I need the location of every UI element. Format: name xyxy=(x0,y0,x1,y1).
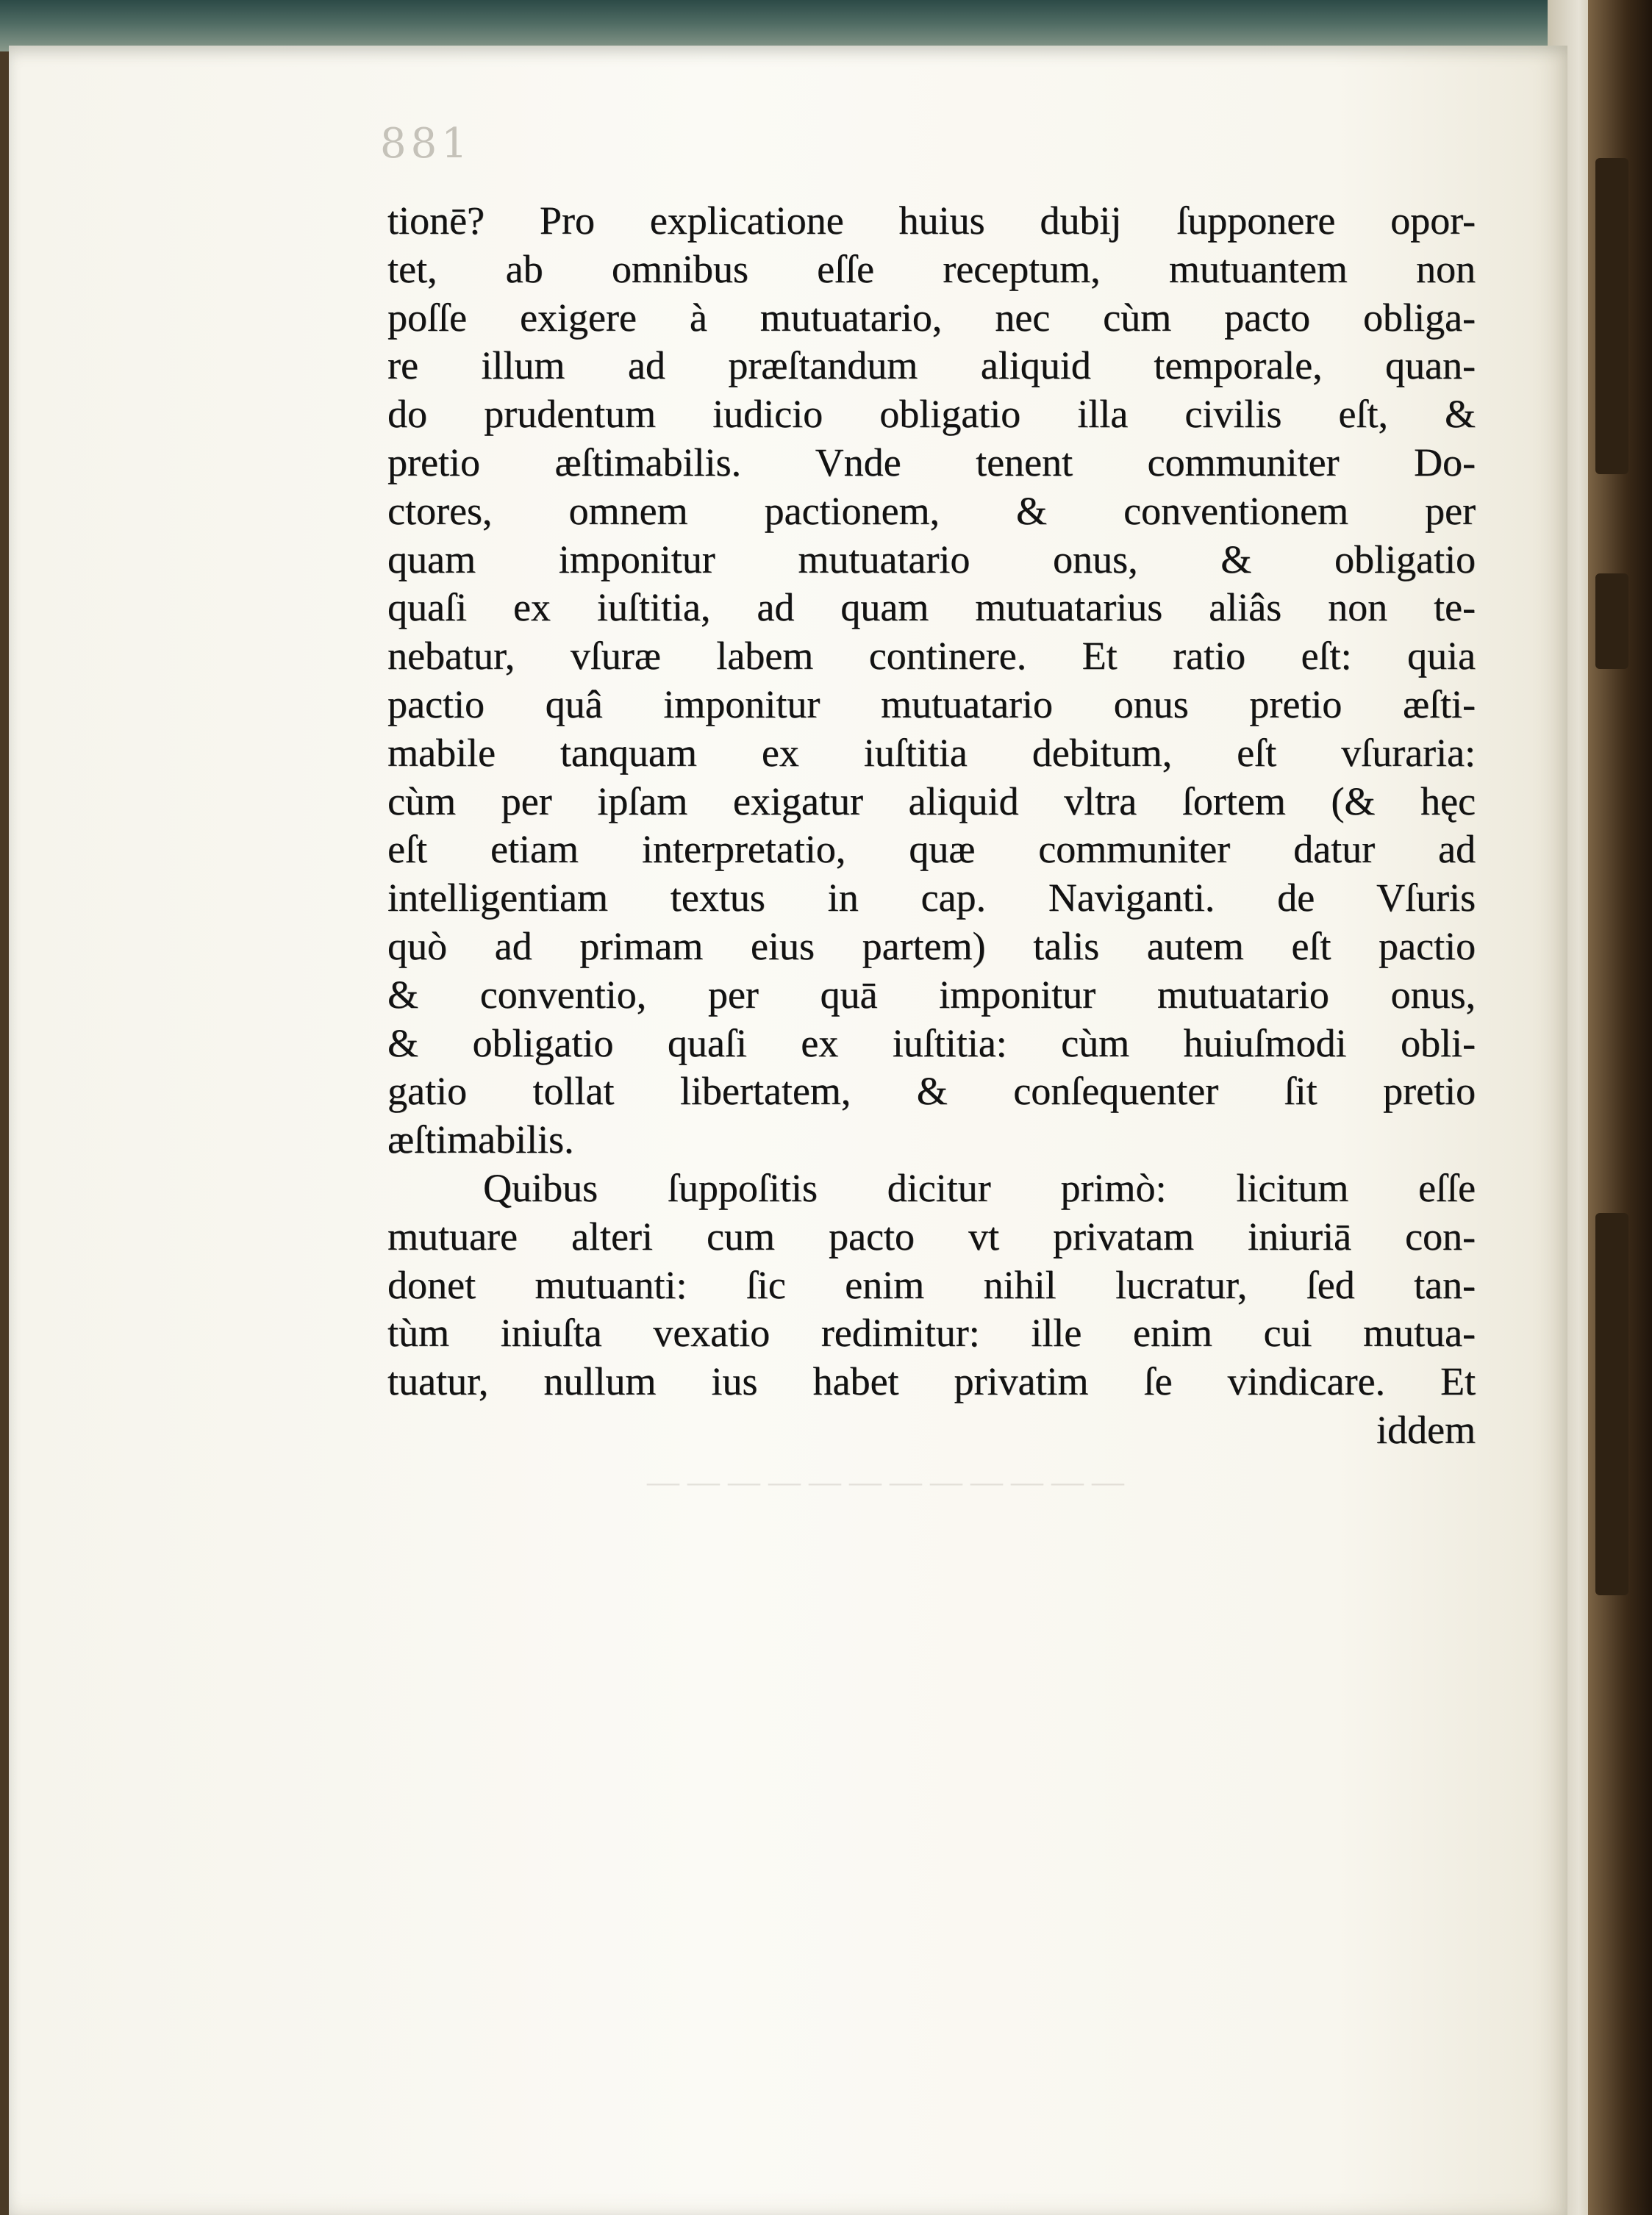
text-line: pactio quâ imponitur mutuatario onus pretio æſti- xyxy=(387,681,1476,726)
body-text xyxy=(387,197,1476,1455)
text-line: quam imponitur mutuatario onus, & obligatio xyxy=(387,537,1476,582)
text-line: poſſe exigere à mutuatario, nec cùm pacto obliga- xyxy=(387,295,1476,340)
text-line: tùm iniuſta vexatio redimitur: ille enim cui mutua- xyxy=(387,1311,1476,1356)
text-line: quaſi ex iuſtitia, ad quam mutuatarius aliâs non te- xyxy=(387,585,1476,630)
page-number: 881 xyxy=(380,120,472,168)
text-line: nebatur, vſuræ labem continere. Et ratio eſt: quia xyxy=(387,634,1476,679)
text-line: Quibus ſuppoſitis dicitur primò: licitum eſſe xyxy=(483,1165,1476,1210)
bleed-through-shadow: — — — — — — — — — — — — xyxy=(647,1464,1124,1500)
binding-tear xyxy=(1595,573,1628,669)
scan-top-edge xyxy=(0,0,1652,51)
text-line: tuatur, nullum ius habet privatim ſe vindicare. Et xyxy=(387,1359,1476,1404)
text-line: do prudentum iudicio obligatio illa civilis eſt, & xyxy=(387,392,1476,437)
text-line: gatio tollat libertatem, & conſequenter ſit pretio xyxy=(387,1069,1476,1114)
text-line: tionē? Pro explicatione huius dubij ſupponere opor- xyxy=(387,198,1476,243)
text-line: ctores, omnem pactionem, & conventionem per xyxy=(387,488,1476,533)
text-line: donet mutuanti: ſic enim nihil lucratur, ſed tan- xyxy=(387,1262,1476,1307)
text-line: eſt etiam interpretatio, quæ communiter datur ad xyxy=(387,827,1476,872)
text-line: & conventio, per quā imponitur mutuatario onus, xyxy=(387,972,1476,1017)
text-line: pretio æſtimabilis. Vnde tenent communiter Do- xyxy=(387,440,1476,484)
text-line: tet, ab omnibus eſſe receptum, mutuantem non xyxy=(387,246,1476,291)
text-line: mabile tanquam ex iuſtitia debitum, eſt vſuraria: xyxy=(387,730,1476,775)
binding-tear xyxy=(1595,158,1628,474)
text-line: æſtimabilis. xyxy=(387,1117,574,1162)
catchword: iddem xyxy=(1376,1407,1476,1452)
text-line: cùm per ipſam exigatur aliquid vltra ſortem (& hęc xyxy=(387,779,1476,823)
text-line: quò ad primam eius partem) talis autem eſt pactio xyxy=(387,923,1476,968)
text-line: & obligatio quaſi ex iuſtitia: cùm huiuſmodi obli- xyxy=(387,1020,1476,1065)
text-line: intelligentiam textus in cap. Naviganti. de Vſuris xyxy=(387,876,1476,920)
text-line: mutuare alteri cum pacto vt privatam iniuriā con- xyxy=(387,1214,1476,1259)
text-line: re illum ad præſtandum aliquid temporale, quan- xyxy=(387,343,1476,388)
binding-tear xyxy=(1595,1213,1628,1595)
